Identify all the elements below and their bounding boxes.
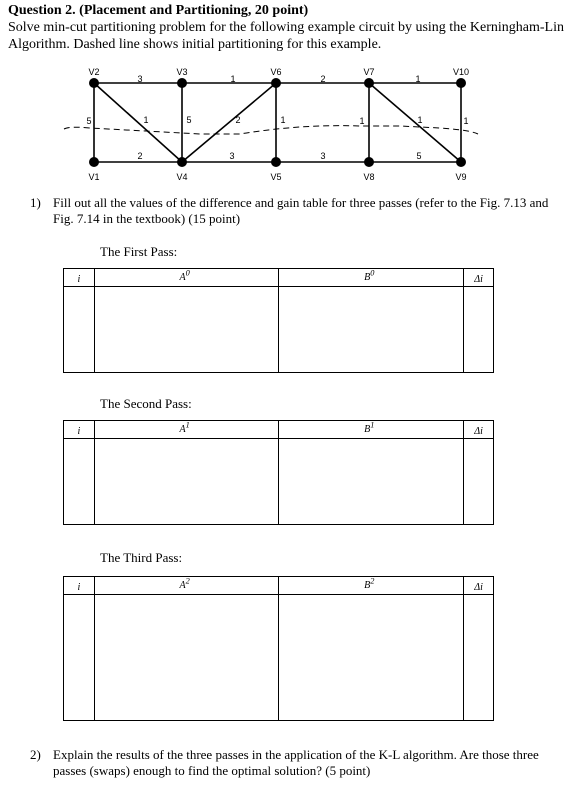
pass3-cell-delta[interactable]: [464, 595, 494, 721]
pass2-table: [63, 420, 494, 525]
weight-v7-v10: 1: [415, 74, 421, 84]
pass2-cell-b[interactable]: [279, 439, 464, 525]
vertex-v4: [177, 157, 187, 167]
part1-number: 1): [30, 195, 41, 210]
pass1-header-b: $B^0$: [279, 269, 464, 287]
pass1-header-i: i: [64, 269, 95, 287]
pass1-label: The First Pass:: [100, 244, 178, 259]
vertex-label-v4: V4: [176, 172, 188, 182]
weight-v7-v9: 1: [417, 115, 423, 125]
weight-v1-v4: 2: [137, 151, 143, 161]
weight-v6-v4: 2: [235, 115, 241, 125]
pass2-cell-i[interactable]: [64, 439, 95, 525]
partition-dashed-line: [64, 126, 478, 134]
weight-v6-v5: 1: [280, 115, 286, 125]
vertex-v3: [177, 78, 187, 88]
part1-text: Fill out all the values of the difference and gain table for three passes (refer to the Fig. 7.13 and Fig. 7.14 in the textbook) (15 point): [53, 195, 549, 226]
pass1-header-delta: Δi: [464, 269, 494, 287]
pass1-cell-b[interactable]: [279, 287, 464, 373]
pass2-cell-a[interactable]: [94, 439, 279, 525]
pass1-header-a: $A^0$: [94, 269, 279, 287]
pass3-header-delta: Δi: [464, 577, 494, 595]
vertex-v9: [456, 157, 466, 167]
vertex-label-v9: V9: [455, 172, 467, 182]
weight-v6-v7: 2: [320, 74, 326, 84]
pass2-header-b: $B^1$: [279, 421, 464, 439]
pass2-cell-delta[interactable]: [464, 439, 494, 525]
pass2-label: The Second Pass:: [100, 396, 192, 411]
pass1-cell-i[interactable]: [64, 287, 95, 373]
pass3-cell-a[interactable]: [94, 595, 279, 721]
weight-v3-v6: 1: [230, 74, 236, 84]
vertex-v1: [89, 157, 99, 167]
vertex-label-v7: V7: [363, 67, 375, 77]
pass3-cell-i[interactable]: [64, 595, 95, 721]
pass1-cell-a[interactable]: [94, 287, 279, 373]
vertex-label-v10: V10: [452, 67, 470, 77]
pass2-header-delta: Δi: [464, 421, 494, 439]
vertex-label-v6: V6: [270, 67, 282, 77]
pass1-table: [63, 268, 494, 373]
pass3-table: [63, 576, 494, 721]
vertex-label-v1: V1: [88, 172, 100, 182]
vertex-v2: [89, 78, 99, 88]
weight-v4-v5: 3: [229, 151, 235, 161]
vertex-label-v5: V5: [270, 172, 282, 182]
pass3-cell-b[interactable]: [279, 595, 464, 721]
question-title: Question 2. (Placement and Partitioning, 20 point): [8, 3, 309, 18]
weight-v3-v4: 5: [186, 115, 192, 125]
weight-v7-v8: 1: [359, 116, 365, 126]
vertex-label-v8: V8: [363, 172, 375, 182]
weight-v5-v8: 3: [320, 151, 326, 161]
vertex-label-v3: V3: [176, 67, 188, 77]
weight-v2-v3: 3: [137, 74, 143, 84]
vertex-v6: [271, 78, 281, 88]
circuit-graph: [0, 0, 576, 190]
vertex-v7: [364, 78, 374, 88]
vertex-v5: [271, 157, 281, 167]
part2-text: Explain the results of the three passes in the application of the K-L algorithm. Are those three passes (swaps) enough to find the optimal solution? (5 point): [53, 747, 539, 778]
pass1-cell-delta[interactable]: [464, 287, 494, 373]
edge-v7-v9: [369, 83, 461, 162]
weight-v8-v9: 5: [416, 151, 422, 161]
pass2-header-a: $A^1$: [94, 421, 279, 439]
weight-v2-v1: 5: [86, 116, 92, 126]
pass3-label: The Third Pass:: [100, 550, 183, 565]
pass2-header-i: i: [64, 421, 95, 439]
vertex-v10: [456, 78, 466, 88]
vertex-v8: [364, 157, 374, 167]
weight-v2-v4: 1: [143, 115, 149, 125]
pass3-header-a: $A^2$: [94, 577, 279, 595]
part2-number: 2): [30, 747, 41, 762]
pass3-header-b: $B^2$: [279, 577, 464, 595]
pass3-header-i: i: [64, 577, 95, 595]
vertex-label-v2: V2: [88, 67, 100, 77]
weight-v10-v9: 1: [463, 116, 469, 126]
question-intro: Solve min-cut partitioning problem for the following example circuit by using the Kerningham-Lin Algorithm. Dashed line shows initial partitioning for this example.: [8, 20, 564, 52]
